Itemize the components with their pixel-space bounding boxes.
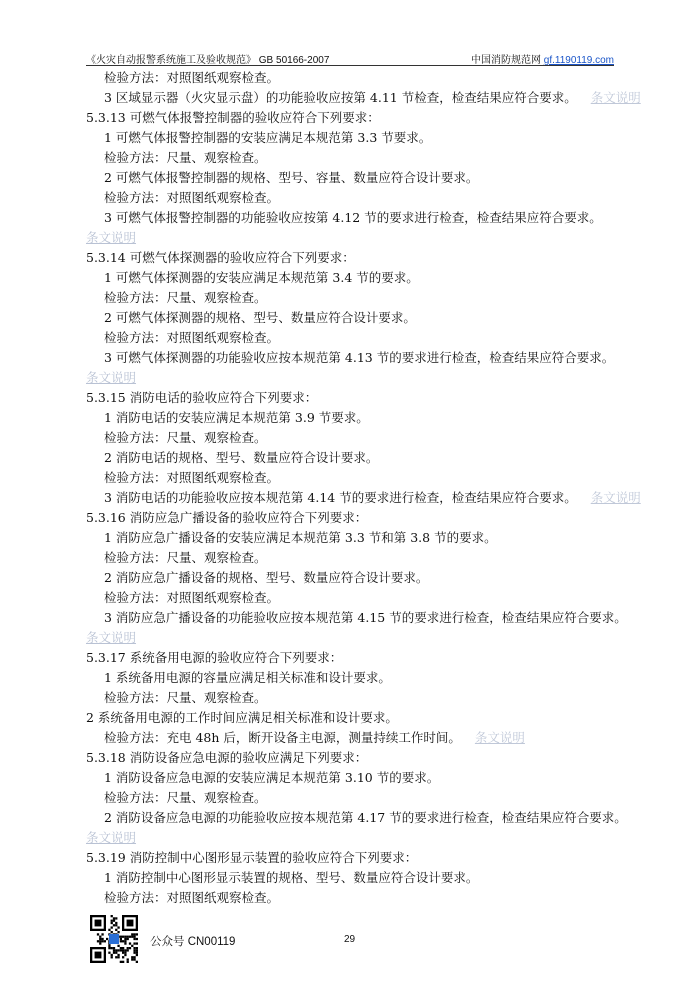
page-header <box>86 50 614 66</box>
line-text: 3 消防应急广播设备的功能验收应按本规范第 4.15 节的要求进行检查，检查结果应符合要求。 <box>104 610 627 625</box>
line-text: 检验方法：对照图纸观察检查。 <box>104 330 280 345</box>
body-line <box>86 788 614 808</box>
body-line <box>86 428 614 448</box>
clause-note-link[interactable]: 条文说明 <box>86 830 137 845</box>
line-text: 2 系统备用电源的工作时间应满足相关标准和设计要求。 <box>86 710 398 725</box>
line-text: 2 可燃气体报警控制器的规格、型号、容量、数量应符合设计要求。 <box>104 170 479 185</box>
line-text: 1 消防电话的安装应满足本规范第 3.9 节要求。 <box>104 410 369 425</box>
line-text: 3 可燃气体探测器的功能验收应按本规范第 4.13 节的要求进行检查，检查结果应符合要求。 <box>104 350 615 365</box>
body-line <box>86 668 614 688</box>
line-text: 1 可燃气体报警控制器的安装应满足本规范第 3.3 节要求。 <box>104 130 432 145</box>
line-text: 检验方法：尺量、观察检查。 <box>104 150 267 165</box>
clause-note-line <box>86 368 614 388</box>
clause-note-line <box>86 628 614 648</box>
line-text: 检验方法：尺量、观察检查。 <box>104 430 267 445</box>
body-line <box>86 868 614 888</box>
body-line <box>86 208 614 228</box>
body-line <box>86 308 614 328</box>
body-line <box>86 708 614 728</box>
line-text: 检验方法：对照图纸观察检查。 <box>104 590 280 605</box>
site-url-link[interactable]: gf.1190119.com <box>543 55 614 66</box>
page-footer <box>90 915 610 967</box>
body-line <box>86 648 614 668</box>
wechat-account: 公众号 CN00119 <box>150 936 236 948</box>
body-line <box>86 388 614 408</box>
body-line <box>86 468 614 488</box>
site-name: 中国消防规范网 <box>470 55 544 66</box>
body-line <box>86 148 614 168</box>
line-text: 3 区域显示器（火灾显示盘）的功能验收应按第 4.11 节检查，检查结果应符合要求。 <box>104 90 577 105</box>
clause-note-link[interactable]: 条文说明 <box>86 630 137 645</box>
line-text: 5.3.18 消防设备应急电源的验收应满足下列要求： <box>86 750 368 765</box>
body-line <box>86 188 614 208</box>
body-line <box>86 288 614 308</box>
clause-note-line <box>86 828 614 848</box>
body-line <box>86 548 614 568</box>
body-line <box>86 688 614 708</box>
site-info <box>471 51 614 66</box>
body-line <box>86 88 641 108</box>
body-line <box>86 168 614 188</box>
clause-note-link[interactable]: 条文说明 <box>86 230 137 245</box>
body-line <box>86 108 614 128</box>
line-text: 2 可燃气体探测器的规格、型号、数量应符合设计要求。 <box>104 310 416 325</box>
line-text: 5.3.15 消防电话的验收应符合下列要求： <box>86 390 318 405</box>
body-line <box>86 348 614 368</box>
clause-note-link[interactable]: 条文说明 <box>590 490 641 505</box>
line-text: 5.3.14 可燃气体探测器的验收应符合下列要求： <box>86 250 355 265</box>
body-line <box>86 328 614 348</box>
clause-note-line <box>86 228 614 248</box>
body-line <box>86 68 614 88</box>
line-text: 检验方法：尺量、观察检查。 <box>104 690 267 705</box>
body-line <box>86 528 614 548</box>
line-text: 检验方法：尺量、观察检查。 <box>104 790 267 805</box>
line-text: 3 可燃气体报警控制器的功能验收应按第 4.12 节的要求进行检查，检查结果应符合要求。 <box>104 210 602 225</box>
line-text: 2 消防电话的规格、型号、数量应符合设计要求。 <box>104 450 379 465</box>
clause-note-link[interactable]: 条文说明 <box>474 730 525 745</box>
line-text: 检验方法：对照图纸观察检查。 <box>104 190 280 205</box>
line-text: 5.3.16 消防应急广播设备的验收应符合下列要求： <box>86 510 368 525</box>
document-title: 《火灾自动报警系统施工及验收规范》 GB 50166-2007 <box>86 55 330 66</box>
line-text: 5.3.19 消防控制中心图形显示装置的验收应符合下列要求： <box>86 850 418 865</box>
body-line <box>86 808 627 828</box>
body-line <box>86 588 614 608</box>
body-line <box>86 768 614 788</box>
document-body <box>86 68 641 908</box>
body-line <box>86 268 614 288</box>
line-text: 检验方法：尺量、观察检查。 <box>104 290 267 305</box>
line-text: 检验方法：对照图纸观察检查。 <box>104 470 280 485</box>
body-line <box>86 248 614 268</box>
line-text: 1 消防设备应急电源的安装应满足本规范第 3.10 节的要求。 <box>104 770 440 785</box>
body-line <box>86 128 614 148</box>
line-text: 1 系统备用电源的容量应满足相关标准和设计要求。 <box>104 670 391 685</box>
line-text: 检验方法：充电 48h 后，断开设备主电源，测量持续工作时间。 <box>104 730 461 745</box>
page-number: 29 <box>344 934 356 945</box>
line-text: 检验方法：尺量、观察检查。 <box>104 550 267 565</box>
qr-code-icon <box>90 915 138 963</box>
body-line <box>86 848 614 868</box>
body-line <box>86 408 614 428</box>
line-text: 1 消防控制中心图形显示装置的规格、型号、数量应符合设计要求。 <box>104 870 479 885</box>
body-line <box>86 608 627 628</box>
clause-note-link[interactable]: 条文说明 <box>86 370 137 385</box>
body-line <box>86 508 614 528</box>
line-text: 1 可燃气体探测器的安装应满足本规范第 3.4 节的要求。 <box>104 270 419 285</box>
line-text: 1 消防应急广播设备的安装应满足本规范第 3.3 节和第 3.8 节的要求。 <box>104 530 497 545</box>
line-text: 2 消防设备应急电源的功能验收应按本规范第 4.17 节的要求进行检查，检查结果应符合要求。 <box>104 810 627 825</box>
line-text: 检验方法：对照图纸观察检查。 <box>104 890 280 905</box>
body-line <box>86 488 641 508</box>
line-text: 5.3.13 可燃气体报警控制器的验收应符合下列要求： <box>86 110 380 125</box>
line-text: 5.3.17 系统备用电源的验收应符合下列要求： <box>86 650 343 665</box>
line-text: 检验方法：对照图纸观察检查。 <box>104 70 280 85</box>
clause-note-link[interactable]: 条文说明 <box>590 90 641 105</box>
body-line <box>86 728 614 748</box>
body-line <box>86 748 614 768</box>
body-line <box>86 568 614 588</box>
body-line <box>86 888 614 908</box>
line-text: 2 消防应急广播设备的规格、型号、数量应符合设计要求。 <box>104 570 429 585</box>
line-text: 3 消防电话的功能验收应按本规范第 4.14 节的要求进行检查，检查结果应符合要求。 <box>104 490 577 505</box>
body-line <box>86 448 614 468</box>
